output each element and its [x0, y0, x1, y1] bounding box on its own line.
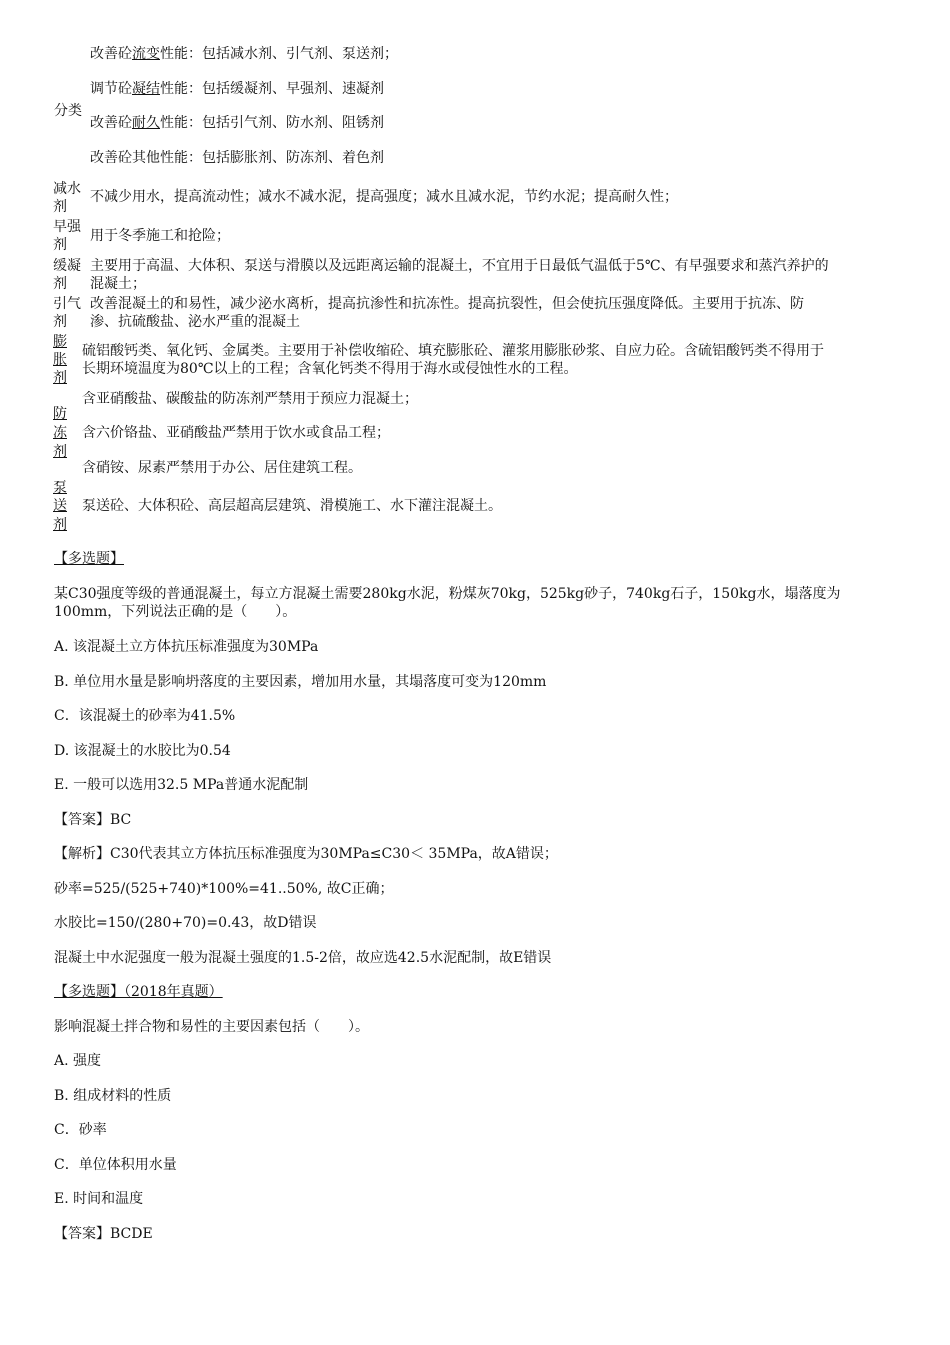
q2-option-c: C．砂率: [54, 1122, 107, 1138]
q2-tag: 【多选题】（2018年真题）: [54, 984, 223, 1000]
retarder-label-2: 剂: [53, 276, 67, 292]
q2-answer: 【答案】BCDE: [54, 1226, 153, 1242]
q1-option-c: C．该混凝土的砂率为41.5%: [54, 708, 236, 724]
q1-option-b: B. 单位用水量是影响坍落度的主要因素，增加用水量，其塌落度可变为120mm: [54, 674, 547, 690]
expansive-text-2: 长期环境温度为80℃以上的工程；含氧化钙类不得用于海水或侵蚀性水的工程。: [82, 361, 578, 377]
antifreeze-label-2: 冻: [53, 425, 67, 441]
q1-analysis-3: 水胶比=150/(280+70)=0.43，故D错误: [54, 915, 317, 931]
air-entraining-label-2: 剂: [53, 314, 67, 330]
classification-row-4: 改善砼其他性能：包括膨胀剂、防冻剂、着色剂: [90, 150, 384, 166]
air-entraining-text-2: 渗、抗硫酸盐、泌水严重的混凝土: [90, 314, 300, 330]
q1-tag: 【多选题】: [54, 551, 124, 567]
antifreeze-label-3: 剂: [53, 444, 67, 460]
q1-stem-2: 100mm，下列说法正确的是（ ）。: [54, 604, 297, 620]
pumping-label-3: 剂: [53, 517, 67, 533]
classification-row-2: 调节砼凝结性能：包括缓凝剂、早强剂、速凝剂: [90, 81, 384, 97]
antifreeze-text-1: 含亚硝酸盐、碳酸盐的防冻剂严禁用于预应力混凝土；: [82, 391, 418, 407]
q1-option-a: A. 该混凝土立方体抗压标准强度为30MPa: [54, 639, 319, 655]
q1-option-d: D. 该混凝土的水胶比为0.54: [54, 743, 231, 759]
q2-option-a: A. 强度: [54, 1053, 102, 1069]
q1-answer: 【答案】BC: [54, 812, 132, 828]
antifreeze-text-3: 含硝铵、尿素严禁用于办公、居住建筑工程。: [82, 460, 362, 476]
pumping-text: 泵送砼、大体积砼、高层超高层建筑、滑模施工、水下灌注混凝土。: [82, 498, 502, 514]
air-entraining-text-1: 改善混凝土的和易性，减少泌水离析，提高抗渗性和抗冻性。提高抗裂性，但会使抗压强度降低。主要用于抗冻、防: [90, 296, 804, 312]
water-reducer-label-2: 剂: [53, 199, 67, 215]
pumping-label-1: 泵: [53, 480, 67, 496]
q2-option-b: B. 组成材料的性质: [54, 1088, 172, 1104]
expansive-label-2: 胀: [53, 352, 67, 368]
expansive-label-3: 剂: [53, 370, 67, 386]
early-strength-label-1: 早强: [53, 219, 81, 235]
antifreeze-text-2: 含六价铬盐、亚硝酸盐严禁用于饮水或食品工程；: [82, 425, 390, 441]
retarder-text-1: 主要用于高温、大体积、泵送与滑膜以及远距离运输的混凝土，不宜用于日最低气温低于5℃、有早强要求和蒸汽养护的: [90, 258, 829, 274]
air-entraining-label-1: 引气: [53, 296, 81, 312]
expansive-text-1: 硫铝酸钙类、氧化钙、金属类。主要用于补偿收缩砼、填充膨胀砼、灌浆用膨胀砂浆、自应力砼。含硫铝酸钙类不得用于: [82, 343, 824, 359]
classification-label: 分类: [54, 103, 82, 119]
q1-option-e: E. 一般可以选用32.5 MPa普通水泥配制: [54, 777, 309, 793]
q1-analysis-4: 混凝土中水泥强度一般为混凝土强度的1.5-2倍，故应选42.5水泥配制，故E错误: [54, 950, 552, 966]
q1-analysis-1: 【解析】C30代表其立方体抗压标准强度为30MPa≤C30＜ 35MPa，故A错误；: [54, 846, 558, 862]
q1-stem-1: 某C30强度等级的普通混凝土，每立方混凝土需要280kg水泥，粉煤灰70kg，525kg砂子，740kg石子，150kg水，塌落度为: [54, 586, 841, 602]
classification-row-1: 改善砼流变性能：包括减水剂、引气剂、泵送剂；: [90, 46, 398, 62]
q2-option-d: C．单位体积用水量: [54, 1157, 177, 1173]
classification-row-3: 改善砼耐久性能：包括引气剂、防水剂、阻锈剂: [90, 115, 384, 131]
water-reducer-label-1: 减水: [53, 181, 81, 197]
pumping-label-2: 送: [53, 498, 67, 514]
early-strength-label-2: 剂: [53, 237, 67, 253]
q1-analysis-2: 砂率=525/(525+740)*100%=41..50%, 故C正确；: [54, 881, 394, 897]
retarder-label-1: 缓凝: [53, 258, 81, 274]
early-strength-text: 用于冬季施工和抢险；: [90, 228, 230, 244]
water-reducer-text: 不减少用水，提高流动性；减水不减水泥，提高强度；减水且减水泥，节约水泥；提高耐久性；: [90, 189, 678, 205]
antifreeze-label-1: 防: [53, 406, 67, 422]
q2-option-e: E. 时间和温度: [54, 1191, 144, 1207]
retarder-text-2: 混凝土；: [90, 276, 146, 292]
expansive-label-1: 膨: [53, 334, 67, 350]
q2-stem: 影响混凝土拌合物和易性的主要因素包括（ ）。: [54, 1019, 369, 1035]
